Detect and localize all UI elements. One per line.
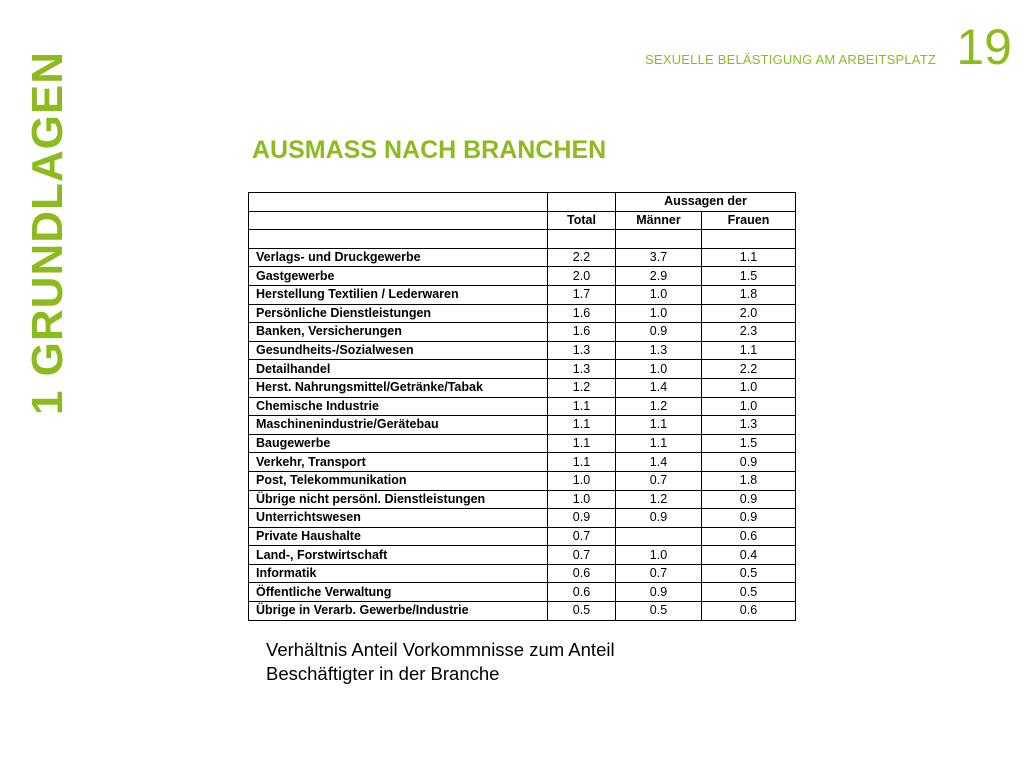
cell-frauen: 1.0 [702, 397, 796, 416]
table-row [249, 434, 796, 453]
column-header-total: Total [548, 211, 616, 230]
cell-industry: Übrige nicht persönl. Dienstleistungen [249, 490, 548, 509]
header-empty-cell [249, 211, 548, 230]
cell-maenner: 1.2 [616, 397, 702, 416]
cell-total: 1.1 [548, 434, 616, 453]
cell-maenner: 0.5 [616, 602, 702, 621]
cell-frauen: 1.0 [702, 378, 796, 397]
header-empty-cell [548, 193, 616, 212]
cell-frauen: 1.5 [702, 434, 796, 453]
spacer-cell [249, 230, 548, 249]
cell-maenner: 1.4 [616, 378, 702, 397]
cell-maenner: 1.3 [616, 341, 702, 360]
cell-total: 1.1 [548, 397, 616, 416]
cell-industry: Chemische Industrie [249, 397, 548, 416]
section-side-title-text: 1 GRUNDLAGEN [23, 50, 72, 415]
table-row [249, 341, 796, 360]
footnote [266, 638, 615, 686]
table-row [249, 304, 796, 323]
cell-total: 1.2 [548, 378, 616, 397]
header-section-label: SEXUELLE BELÄSTIGUNG AM ARBEITSPLATZ [645, 52, 936, 67]
cell-maenner: 1.0 [616, 285, 702, 304]
cell-total: 1.7 [548, 285, 616, 304]
cell-total: 0.6 [548, 564, 616, 583]
cell-total: 1.0 [548, 471, 616, 490]
cell-maenner: 1.0 [616, 360, 702, 379]
cell-industry: Herst. Nahrungsmittel/Getränke/Tabak [249, 378, 548, 397]
cell-frauen: 0.9 [702, 509, 796, 528]
cell-maenner: 0.9 [616, 583, 702, 602]
cell-industry: Banken, Versicherungen [249, 323, 548, 342]
table-row [249, 248, 796, 267]
table-row [249, 285, 796, 304]
cell-frauen: 0.9 [702, 490, 796, 509]
cell-total: 2.2 [548, 248, 616, 267]
table-row [249, 323, 796, 342]
cell-industry: Post, Telekommunikation [249, 471, 548, 490]
header-empty-cell [249, 193, 548, 212]
cell-frauen: 0.6 [702, 602, 796, 621]
cell-industry: Gesundheits-/Sozialwesen [249, 341, 548, 360]
group-header-cell: Aussagen der [616, 193, 796, 212]
industry-table [248, 192, 796, 621]
cell-industry: Herstellung Textilien / Lederwaren [249, 285, 548, 304]
spacer-cell [616, 230, 702, 249]
cell-industry: Verlags- und Druckgewerbe [249, 248, 548, 267]
table-row [249, 583, 796, 602]
footnote-line-1: Verhältnis Anteil Vorkommnisse zum Anteil [266, 639, 615, 660]
table-row [249, 453, 796, 472]
cell-total: 1.6 [548, 323, 616, 342]
footnote-line-2: Beschäftigter in der Branche [266, 663, 500, 684]
cell-industry: Informatik [249, 564, 548, 583]
cell-total: 0.9 [548, 509, 616, 528]
cell-frauen: 1.1 [702, 341, 796, 360]
table-row [249, 527, 796, 546]
section-side-title [20, 40, 76, 425]
table-header-row-columns [249, 211, 796, 230]
cell-maenner: 2.9 [616, 267, 702, 286]
cell-frauen: 1.8 [702, 285, 796, 304]
cell-maenner: 1.0 [616, 546, 702, 565]
cell-total: 1.3 [548, 341, 616, 360]
table-row [249, 378, 796, 397]
cell-industry: Baugewerbe [249, 434, 548, 453]
cell-frauen: 0.5 [702, 564, 796, 583]
table-row [249, 546, 796, 565]
cell-industry: Detailhandel [249, 360, 548, 379]
cell-industry: Verkehr, Transport [249, 453, 548, 472]
cell-total: 0.6 [548, 583, 616, 602]
table-row [249, 602, 796, 621]
page-number: 19 [956, 19, 1012, 75]
cell-industry: Gastgewerbe [249, 267, 548, 286]
table-spacer-row [249, 230, 796, 249]
cell-frauen: 2.2 [702, 360, 796, 379]
page-heading: AUSMASS NACH BRANCHEN [252, 136, 607, 164]
cell-industry: Übrige in Verarb. Gewerbe/Industrie [249, 602, 548, 621]
cell-maenner: 0.7 [616, 471, 702, 490]
cell-industry: Öffentliche Verwaltung [249, 583, 548, 602]
cell-total: 0.5 [548, 602, 616, 621]
cell-industry: Private Haushalte [249, 527, 548, 546]
cell-industry: Unterrichtswesen [249, 509, 548, 528]
cell-frauen: 0.5 [702, 583, 796, 602]
cell-maenner: 1.2 [616, 490, 702, 509]
cell-industry: Land-, Forstwirtschaft [249, 546, 548, 565]
cell-maenner: 0.7 [616, 564, 702, 583]
cell-frauen: 2.0 [702, 304, 796, 323]
cell-frauen: 1.1 [702, 248, 796, 267]
table-row [249, 416, 796, 435]
cell-total: 1.0 [548, 490, 616, 509]
table-row [249, 397, 796, 416]
table-row [249, 360, 796, 379]
cell-total: 1.3 [548, 360, 616, 379]
cell-industry: Maschinenindustrie/Gerätebau [249, 416, 548, 435]
cell-frauen: 1.3 [702, 416, 796, 435]
cell-maenner: 0.9 [616, 323, 702, 342]
cell-frauen: 0.9 [702, 453, 796, 472]
cell-total: 1.1 [548, 416, 616, 435]
cell-total: 1.1 [548, 453, 616, 472]
cell-frauen: 1.5 [702, 267, 796, 286]
cell-maenner: 1.0 [616, 304, 702, 323]
spacer-cell [702, 230, 796, 249]
cell-maenner [616, 527, 702, 546]
spacer-cell [548, 230, 616, 249]
column-header-maenner: Männer [616, 211, 702, 230]
table-row [249, 509, 796, 528]
cell-maenner: 3.7 [616, 248, 702, 267]
table-row [249, 471, 796, 490]
cell-total: 0.7 [548, 546, 616, 565]
column-header-frauen: Frauen [702, 211, 796, 230]
cell-maenner: 1.4 [616, 453, 702, 472]
cell-total: 2.0 [548, 267, 616, 286]
cell-frauen: 0.6 [702, 527, 796, 546]
cell-total: 0.7 [548, 527, 616, 546]
table-header-row-group [249, 193, 796, 212]
table-row [249, 490, 796, 509]
cell-frauen: 0.4 [702, 546, 796, 565]
cell-total: 1.6 [548, 304, 616, 323]
cell-industry: Persönliche Dienstleistungen [249, 304, 548, 323]
cell-frauen: 2.3 [702, 323, 796, 342]
table-row [249, 564, 796, 583]
cell-maenner: 1.1 [616, 416, 702, 435]
cell-maenner: 1.1 [616, 434, 702, 453]
cell-maenner: 0.9 [616, 509, 702, 528]
cell-frauen: 1.8 [702, 471, 796, 490]
table-row [249, 267, 796, 286]
